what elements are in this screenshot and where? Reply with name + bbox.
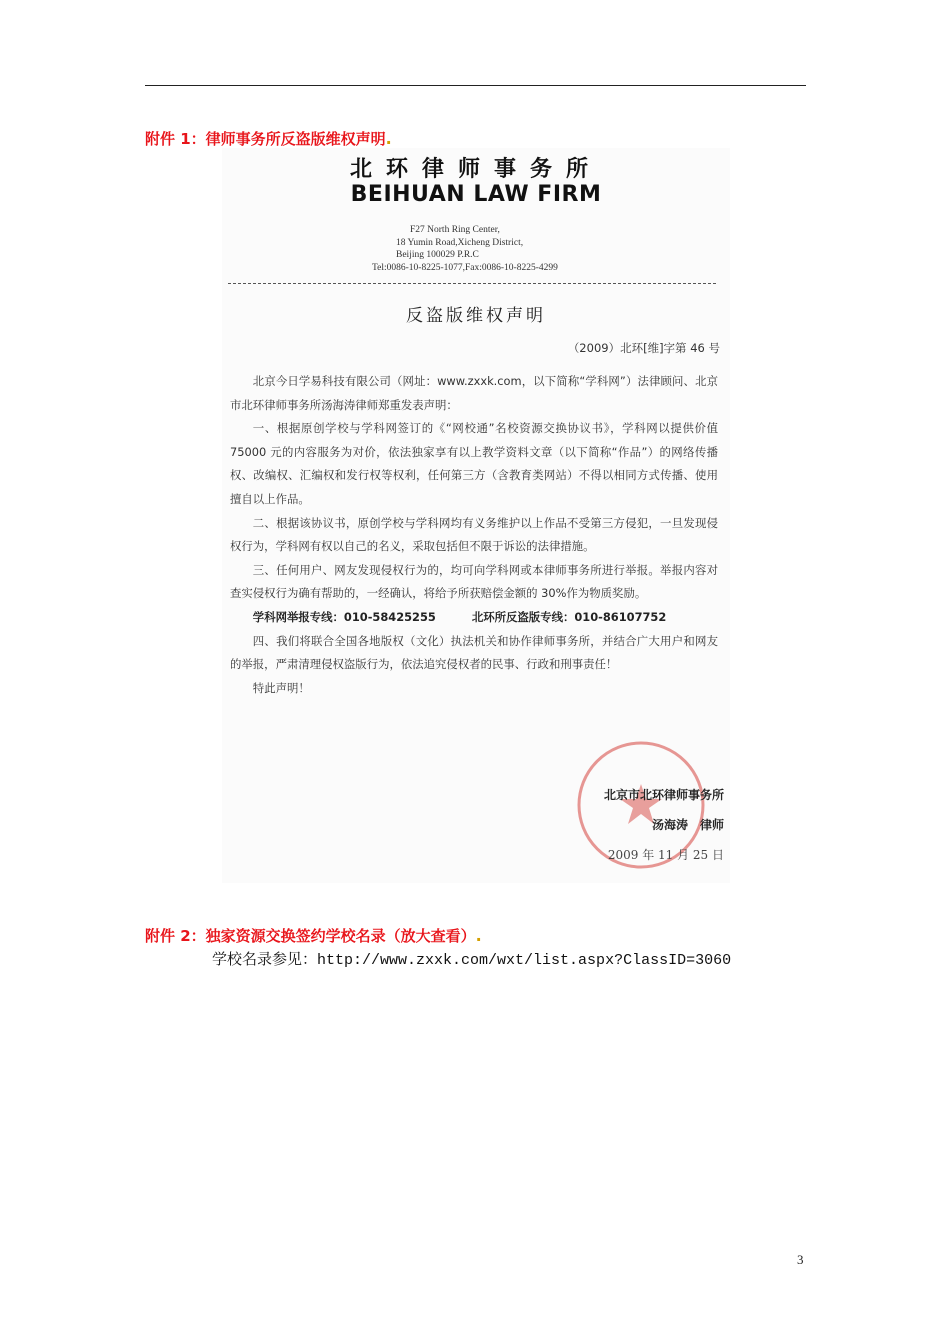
letterhead-chinese: 北环律师事务所 bbox=[349, 157, 602, 182]
signature-firm: 北京市北环律师事务所 bbox=[603, 788, 724, 802]
paragraph-3: 三、任何用户、网友发现侵权行为的，均可向学科网或本律师事务所进行举报。举报内容对查实侵权行为确有帮助的，一经确认，将给予所获赔偿金额的 30%作为物质奖励。 bbox=[230, 562, 718, 601]
letterhead-divider bbox=[228, 283, 716, 284]
firm-address bbox=[372, 224, 558, 274]
attachment-1-dot: . bbox=[385, 129, 392, 148]
address-line-1: F27 North Ring Center, bbox=[410, 225, 500, 235]
hotline-beihuan: 北环所反盗版专线：010-86107752 bbox=[471, 609, 667, 624]
address-line-2: 18 Yumin Road,Xicheng District, bbox=[396, 237, 524, 248]
attachment-1-heading-text: 附件 1：律师事务所反盗版维权声明 bbox=[145, 130, 386, 148]
letterhead-english: BEIHUAN LAW FIRM bbox=[350, 182, 602, 207]
statement-body bbox=[230, 370, 718, 700]
attachment-1-heading bbox=[145, 128, 392, 149]
statement-title: 反盗版维权声明 bbox=[406, 306, 546, 326]
header-rule bbox=[145, 85, 806, 86]
paragraph-1: 一、根据原创学校与学科网签订的《“网校通”名校资源交换协议书》，学科网以提供价值 75000 元的内容服务为对价，依法独家享有以上教学资料文章（以下简称“作品”）的网络传播权、改编权、汇编权和发行权等权利，任何第三方（含教育类网站）不得以相同方式传播、使用擅自以上作品。 bbox=[230, 421, 718, 506]
signature-lawyer: 汤海涛 律师 bbox=[651, 818, 724, 832]
attachment-2-heading-text: 附件 2：独家资源交换签约学校名录（放大查看） bbox=[145, 927, 476, 945]
attachment-2-dot: . bbox=[475, 926, 482, 945]
scanned-letter bbox=[222, 148, 730, 883]
signature-date: 2009 年 11 月 25 日 bbox=[607, 848, 724, 862]
hotline-xkw: 学科网举报专线：010-58425255 bbox=[252, 609, 436, 624]
document-number: （2009）北环[维]字第 46 号 bbox=[567, 341, 720, 355]
hotlines bbox=[230, 606, 718, 630]
closing-line: 特此声明！ bbox=[252, 680, 310, 695]
paragraph-intro: 北京今日学易科技有限公司（网址：www.zxxk.com，以下简称“学科网”）法律顾问、北京市北环律师事务所汤海涛律师郑重发表声明： bbox=[230, 374, 718, 412]
signature-block bbox=[604, 780, 724, 870]
address-line-3: Beijing 100029 P.R.C bbox=[396, 250, 479, 260]
page-number: 3 bbox=[797, 1252, 804, 1267]
paragraph-4: 四、我们将联合全国各地版权（文化）执法机关和协作律师事务所，并结合广大用户和网友的举报，严肃清理侵权盗版行为，依法追究侵权者的民事、行政和刑事责任！ bbox=[230, 633, 718, 672]
school-list-reference bbox=[212, 948, 731, 969]
address-line-4: Tel:0086-10-8225-1077,Fax:0086-10-8225-4299 bbox=[372, 262, 558, 273]
school-list-label: 学校名录参见： bbox=[212, 950, 318, 968]
paragraph-2: 二、根据该协议书，原创学校与学科网均有义务维护以上作品不受第三方侵犯，一旦发现侵权行为，学科网有权以自己的名义，采取包括但不限于诉讼的法律措施。 bbox=[230, 515, 718, 554]
attachment-2-heading bbox=[145, 925, 482, 946]
school-list-link[interactable]: http://www.zxxk.com/wxt/list.aspx?ClassID=3060 bbox=[317, 952, 732, 969]
